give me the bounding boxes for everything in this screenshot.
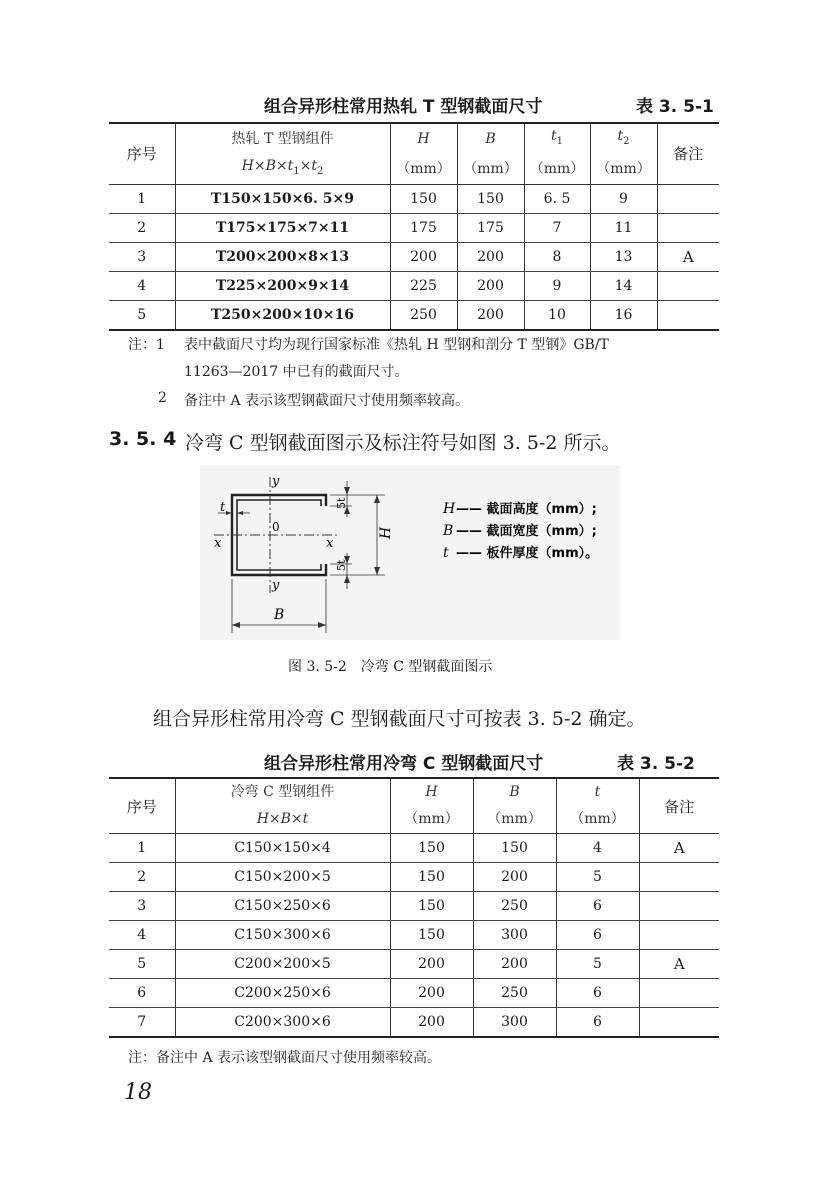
table1-unit-h: （mm） xyxy=(390,154,457,184)
table2-cell-spec: C200×250×6 xyxy=(175,979,390,1008)
table1-cell-spec: T250×200×10×16 xyxy=(175,300,390,330)
table1-cell-seq: 5 xyxy=(109,300,175,330)
table1-number: 表 3. 5-1 xyxy=(636,97,714,117)
table1-cell-h: 200 xyxy=(390,242,457,271)
figure-caption: 图 3. 5-2 冷弯 C 型钢截面图示 xyxy=(288,659,493,675)
table1-cell-t1: 10 xyxy=(524,300,590,330)
table2-cell-b: 300 xyxy=(473,1008,556,1038)
legend-desc-h: —— 截面高度（mm）; xyxy=(456,502,597,517)
table2-cell-h: 150 xyxy=(390,863,473,892)
table2-number: 表 3. 5-2 xyxy=(617,754,695,774)
table2-cell-seq: 3 xyxy=(109,892,175,921)
table2-cell-h: 150 xyxy=(390,834,473,863)
table1-header-component: 热轧 T 型钢组件 xyxy=(175,123,390,154)
table1-row xyxy=(109,213,719,242)
table2-unit-b: （mm） xyxy=(473,805,556,834)
table2-cell-spec: C150×300×6 xyxy=(175,921,390,950)
table1-cell-remark xyxy=(657,213,719,242)
table2-cell-seq: 5 xyxy=(109,950,175,979)
table2-cell-spec: C200×300×6 xyxy=(175,1008,390,1038)
table2-row xyxy=(109,892,719,921)
table2-cell-remark xyxy=(639,921,719,950)
label-y-top: y xyxy=(272,474,280,489)
table2-header-seq: 序号 xyxy=(109,778,175,834)
table1-cell-remark xyxy=(657,184,719,213)
table2-cell-t: 6 xyxy=(556,979,639,1008)
label-x-right: x xyxy=(326,536,334,551)
legend-sym-b: B xyxy=(443,523,454,539)
label-5t-bottom: 5t xyxy=(335,559,348,571)
c-section-figure xyxy=(200,465,620,640)
table2-cell-spec: C150×200×5 xyxy=(175,863,390,892)
table1-cell-remark xyxy=(657,271,719,300)
label-t: t xyxy=(220,500,226,515)
table2-cell-t: 6 xyxy=(556,892,639,921)
table2-cell-b: 150 xyxy=(473,834,556,863)
table2 xyxy=(109,777,719,1038)
table1-cell-spec: T225×200×9×14 xyxy=(175,271,390,300)
table1-cell-spec: T150×150×6. 5×9 xyxy=(175,184,390,213)
table2-header-b: B xyxy=(473,778,556,805)
table1-cell-seq: 3 xyxy=(109,242,175,271)
table2-header-remark: 备注 xyxy=(639,778,719,834)
table2-cell-remark: A xyxy=(639,834,719,863)
table1-note2: 备注中 A 表示该型钢截面尺寸使用频率较高。 xyxy=(184,393,470,409)
table2-cell-remark xyxy=(639,979,719,1008)
table2-cell-b: 200 xyxy=(473,863,556,892)
table2-cell-h: 150 xyxy=(390,921,473,950)
table2-row xyxy=(109,863,719,892)
table1-cell-b: 200 xyxy=(457,271,524,300)
table1-cell-spec: T200×200×8×13 xyxy=(175,242,390,271)
label-5t-top: 5t xyxy=(335,497,348,509)
table2-header-formula: H×B×t xyxy=(175,805,390,834)
table1-cell-remark xyxy=(657,300,719,330)
table1-unit-t1: （mm） xyxy=(524,154,590,184)
table1-cell-seq: 4 xyxy=(109,271,175,300)
legend-sym-h: H xyxy=(443,501,456,517)
section-number: 3. 5. 4 xyxy=(109,428,177,450)
table2-cell-t: 4 xyxy=(556,834,639,863)
table1-note-prefix: 注：1 xyxy=(128,337,165,353)
table1-cell-t2: 9 xyxy=(590,184,657,213)
table2-row xyxy=(109,921,719,950)
table1-unit-b: （mm） xyxy=(457,154,524,184)
section-text: 冷弯 C 型钢截面图示及标注符号如图 3. 5-2 所示。 xyxy=(185,432,621,454)
table1-title: 组合异形柱常用热轧 T 型钢截面尺寸 xyxy=(264,97,543,117)
table2-cell-h: 150 xyxy=(390,892,473,921)
table1-cell-t2: 13 xyxy=(590,242,657,271)
table1-cell-b: 175 xyxy=(457,213,524,242)
table1-cell-t2: 16 xyxy=(590,300,657,330)
table1-header-b: B xyxy=(457,123,524,154)
table1-cell-b: 150 xyxy=(457,184,524,213)
table2-cell-spec: C200×200×5 xyxy=(175,950,390,979)
table1-cell-h: 150 xyxy=(390,184,457,213)
table2-row xyxy=(109,979,719,1008)
label-y-bottom: y xyxy=(272,578,280,593)
table1-row xyxy=(109,242,719,271)
table2-unit-t: （mm） xyxy=(556,805,639,834)
table1-cell-b: 200 xyxy=(457,300,524,330)
table2-cell-remark xyxy=(639,892,719,921)
table2-cell-seq: 6 xyxy=(109,979,175,1008)
table1-cell-t1: 9 xyxy=(524,271,590,300)
table2-cell-b: 300 xyxy=(473,921,556,950)
table1-cell-spec: T175×175×7×11 xyxy=(175,213,390,242)
table1-cell-t1: 7 xyxy=(524,213,590,242)
table2-cell-b: 200 xyxy=(473,950,556,979)
table1-note1-line2: 11263—2017 中已有的截面尺寸。 xyxy=(184,364,409,380)
table1-header-remark: 备注 xyxy=(657,123,719,184)
table1-cell-b: 200 xyxy=(457,242,524,271)
table1-note2-num: 2 xyxy=(158,390,167,406)
legend-desc-t: —— 板件厚度（mm）。 xyxy=(456,546,599,561)
table1-header-t2: $t_2$ xyxy=(590,123,657,154)
legend-desc-b: —— 截面宽度（mm）; xyxy=(456,524,597,539)
table2-note: 注：备注中 A 表示该型钢截面尺寸使用频率较高。 xyxy=(128,1050,442,1066)
table2-cell-h: 200 xyxy=(390,979,473,1008)
table2-header-t: t xyxy=(556,778,639,805)
table1-row xyxy=(109,184,719,213)
table1-cell-h: 225 xyxy=(390,271,457,300)
table2-cell-remark xyxy=(639,863,719,892)
table1-cell-h: 175 xyxy=(390,213,457,242)
table1-cell-t1: 8 xyxy=(524,242,590,271)
table2-title: 组合异形柱常用冷弯 C 型钢截面尺寸 xyxy=(264,754,544,774)
table2-cell-b: 250 xyxy=(473,979,556,1008)
label-h: H xyxy=(378,526,394,539)
table2-cell-remark: A xyxy=(639,950,719,979)
table1-unit-t2: （mm） xyxy=(590,154,657,184)
table1-cell-t2: 11 xyxy=(590,213,657,242)
table2-cell-seq: 1 xyxy=(109,834,175,863)
page-number: 18 xyxy=(124,1080,152,1105)
table2-row xyxy=(109,834,719,863)
table2-row xyxy=(109,950,719,979)
table1 xyxy=(109,122,719,331)
table1-cell-remark: A xyxy=(657,242,719,271)
label-b: B xyxy=(274,607,285,623)
table2-cell-b: 250 xyxy=(473,892,556,921)
table2-cell-t: 5 xyxy=(556,863,639,892)
table1-cell-h: 250 xyxy=(390,300,457,330)
table2-cell-t: 6 xyxy=(556,1008,639,1038)
table2-unit-h: （mm） xyxy=(390,805,473,834)
label-x-left: x xyxy=(214,536,222,551)
table2-cell-seq: 4 xyxy=(109,921,175,950)
table1-cell-seq: 1 xyxy=(109,184,175,213)
table1-header-seq: 序号 xyxy=(109,123,175,184)
table2-cell-t: 5 xyxy=(556,950,639,979)
table2-cell-seq: 7 xyxy=(109,1008,175,1038)
table1-cell-t2: 14 xyxy=(590,271,657,300)
legend-sym-t: t xyxy=(443,545,449,561)
table1-row xyxy=(109,271,719,300)
table2-cell-spec: C150×150×4 xyxy=(175,834,390,863)
table1-header-formula: $H\times B\times t_1\times t_2$ xyxy=(175,154,390,184)
label-origin: 0 xyxy=(272,520,280,534)
table1-cell-seq: 2 xyxy=(109,213,175,242)
body-paragraph: 组合异形柱常用冷弯 C 型钢截面尺寸可按表 3. 5-2 确定。 xyxy=(153,708,646,730)
table1-note1-line1: 表中截面尺寸均为现行国家标准《热轧 H 型钢和剖分 T 型钢》GB/T xyxy=(184,337,609,353)
table2-row xyxy=(109,1008,719,1038)
table2-cell-h: 200 xyxy=(390,1008,473,1038)
table2-header-component: 冷弯 C 型钢组件 xyxy=(175,778,390,805)
table2-cell-seq: 2 xyxy=(109,863,175,892)
table2-cell-remark xyxy=(639,1008,719,1038)
table2-header-h: H xyxy=(390,778,473,805)
table1-row xyxy=(109,300,719,330)
table1-cell-t1: 6. 5 xyxy=(524,184,590,213)
table1-header-t1: $t_1$ xyxy=(524,123,590,154)
table2-cell-t: 6 xyxy=(556,921,639,950)
table1-header-h: H xyxy=(390,123,457,154)
table2-cell-spec: C150×250×6 xyxy=(175,892,390,921)
table2-cell-h: 200 xyxy=(390,950,473,979)
